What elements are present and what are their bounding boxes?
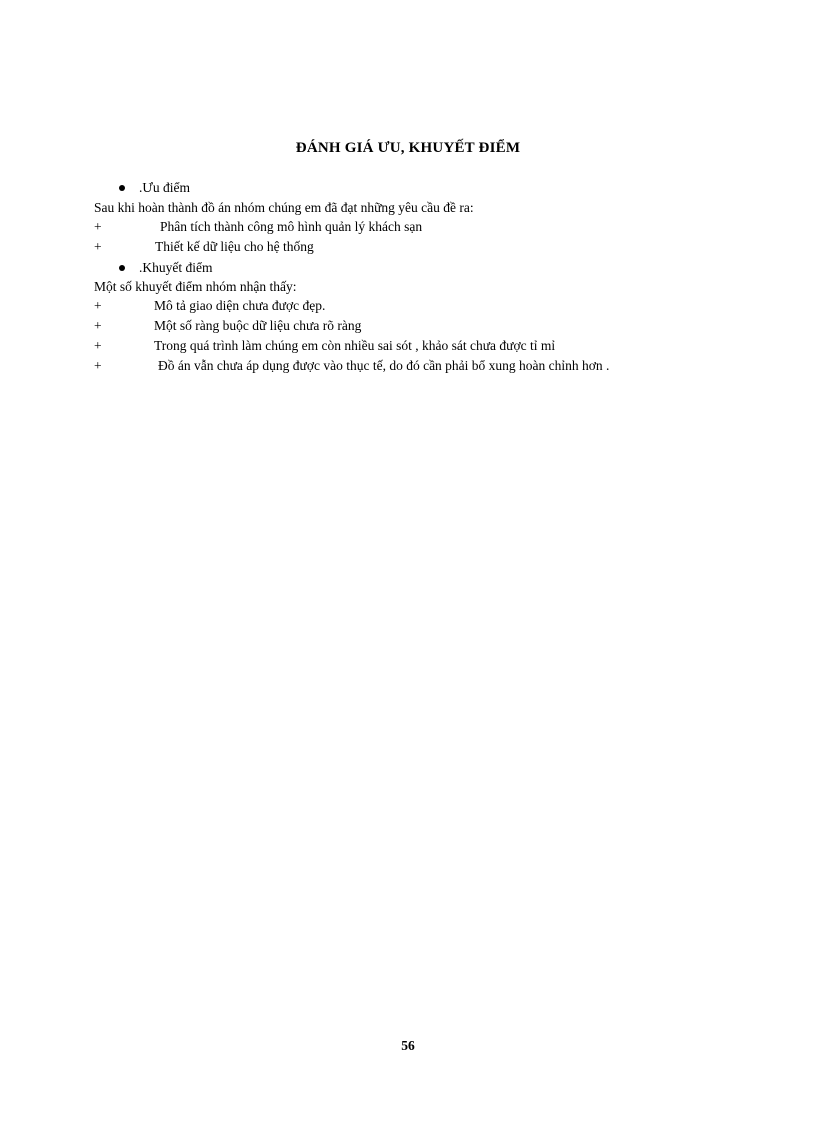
advantages-intro: Sau khi hoàn thành đồ án nhóm chúng em đã đạt những yêu cầu đề ra:	[94, 200, 474, 215]
bullet-icon	[119, 265, 125, 271]
plus-marker: +	[94, 318, 102, 333]
disadvantage-item-text: Mô tả giao diện chưa được đẹp.	[154, 298, 326, 313]
plus-marker: +	[94, 298, 102, 313]
plus-marker: +	[94, 219, 102, 234]
plus-marker: +	[94, 358, 102, 373]
advantage-item-text: Phân tích thành công mô hình quản lý khách sạn	[160, 219, 423, 234]
disadvantage-item-text: Một số ràng buộc dữ liệu chưa rõ ràng	[154, 318, 362, 333]
disadvantage-item	[94, 317, 362, 335]
advantage-item	[94, 218, 423, 236]
page-number: 56	[401, 1038, 415, 1053]
disadvantages-intro: Một số khuyết điểm nhóm nhận thấy:	[94, 279, 297, 294]
disadvantages-heading-label: .Khuyết điểm	[139, 260, 213, 275]
page-title: ĐÁNH GIÁ ƯU, KHUYẾT ĐIỂM	[295, 140, 521, 156]
disadvantage-item	[94, 337, 556, 355]
advantage-item-text: Thiết kế dữ liệu cho hệ thống	[155, 239, 314, 254]
disadvantages-heading	[119, 259, 213, 277]
disadvantage-item	[94, 357, 610, 375]
advantage-item	[94, 238, 314, 256]
advantages-heading	[119, 179, 190, 197]
advantages-heading-label: .Ưu điểm	[139, 180, 190, 195]
disadvantage-item-text: Đồ án vẫn chưa áp dụng được vào thục tế, do đó cần phải bổ xung hoàn chỉnh hơn .	[158, 358, 610, 373]
disadvantage-item	[94, 297, 326, 315]
plus-marker: +	[94, 338, 102, 353]
bullet-icon	[119, 185, 125, 191]
disadvantage-item-text: Trong quá trình làm chúng em còn nhiều sai sót , khảo sát chưa được tỉ mỉ	[154, 338, 556, 353]
plus-marker: +	[94, 239, 102, 254]
